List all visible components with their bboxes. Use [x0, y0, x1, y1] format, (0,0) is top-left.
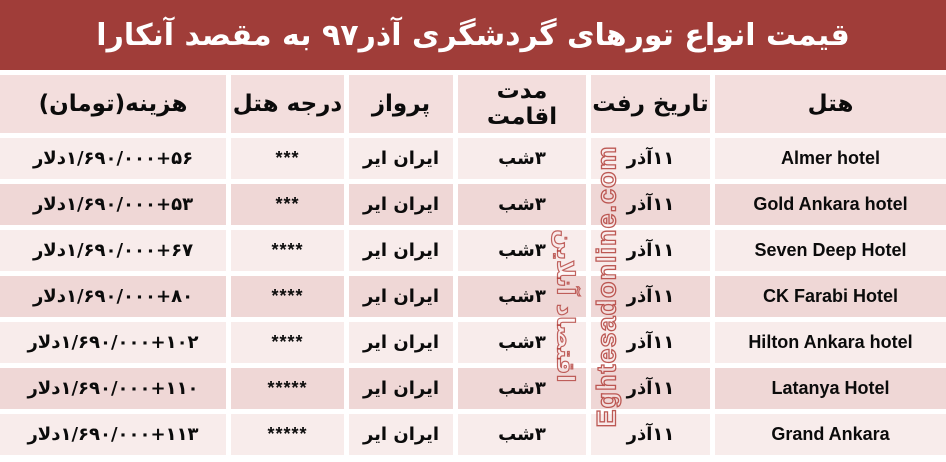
hotel-grade: **** [231, 322, 344, 363]
stay-duration: ۳شب [458, 230, 586, 271]
flight-airline: ایران ایر [349, 276, 453, 317]
hotel-name: Almer hotel [715, 138, 946, 179]
col-header-hotel-grade: درجه هتل [231, 75, 344, 133]
page-title: قیمت انواع تورهای گردشگری آذر۹۷ به مقصد آنکارا [0, 0, 946, 70]
table-row [0, 414, 946, 455]
hotel-name: Seven Deep Hotel [715, 230, 946, 271]
tour-price: ۱/۶۹۰/۰۰۰+۶۷دلار [0, 230, 226, 271]
hotel-grade: ***** [231, 368, 344, 409]
stay-duration: ۳شب [458, 184, 586, 225]
flight-airline: ایران ایر [349, 368, 453, 409]
col-header-flight: پرواز [349, 75, 453, 133]
tour-price: ۱/۶۹۰/۰۰۰+۱۱۰دلار [0, 368, 226, 409]
hotel-name: Hilton Ankara hotel [715, 322, 946, 363]
col-header-stay-duration: مدت اقامت [458, 75, 586, 133]
hotel-name: Latanya Hotel [715, 368, 946, 409]
col-header-departure-date: تاریخ رفت [591, 75, 710, 133]
stay-duration: ۳شب [458, 322, 586, 363]
table-row [0, 368, 946, 409]
stay-duration: ۳شب [458, 368, 586, 409]
tour-price: ۱/۶۹۰/۰۰۰+۵۳دلار [0, 184, 226, 225]
table-row [0, 184, 946, 225]
departure-date: ۱۱آذر [591, 276, 710, 317]
tour-price: ۱/۶۹۰/۰۰۰+۸۰دلار [0, 276, 226, 317]
tour-price: ۱/۶۹۰/۰۰۰+۵۶دلار [0, 138, 226, 179]
hotel-name: Gold Ankara hotel [715, 184, 946, 225]
tours-price-table [0, 70, 946, 460]
watermark-site-name-fa-text: اقتصاد آنلاین [552, 229, 581, 383]
table-row [0, 276, 946, 317]
hotel-grade: **** [231, 276, 344, 317]
tour-price: ۱/۶۹۰/۰۰۰+۱۱۳دلار [0, 414, 226, 455]
departure-date: ۱۱آذر [591, 368, 710, 409]
hotel-grade: *** [231, 138, 344, 179]
col-header-hotel: هتل [715, 75, 946, 133]
hotel-grade: **** [231, 230, 344, 271]
flight-airline: ایران ایر [349, 184, 453, 225]
stay-duration: ۳شب [458, 138, 586, 179]
hotel-name: Grand Ankara [715, 414, 946, 455]
table-row [0, 138, 946, 179]
flight-airline: ایران ایر [349, 414, 453, 455]
table-row [0, 230, 946, 271]
departure-date: ۱۱آذر [591, 138, 710, 179]
flight-airline: ایران ایر [349, 138, 453, 179]
hotel-name: CK Farabi Hotel [715, 276, 946, 317]
stay-duration: ۳شب [458, 276, 586, 317]
departure-date: ۱۱آذر [591, 184, 710, 225]
departure-date: ۱۱آذر [591, 322, 710, 363]
header-row [0, 75, 946, 133]
flight-airline: ایران ایر [349, 230, 453, 271]
hotel-grade: ***** [231, 414, 344, 455]
tour-price: ۱/۶۹۰/۰۰۰+۱۰۲دلار [0, 322, 226, 363]
stay-duration: ۳شب [458, 414, 586, 455]
watermark-site-url-text: Eghtesadonline.com [591, 144, 622, 428]
departure-date: ۱۱آذر [591, 414, 710, 455]
departure-date: ۱۱آذر [591, 230, 710, 271]
col-header-cost-toman: هزینه(تومان) [0, 75, 226, 133]
table-row [0, 322, 946, 363]
hotel-grade: *** [231, 184, 344, 225]
flight-airline: ایران ایر [349, 322, 453, 363]
